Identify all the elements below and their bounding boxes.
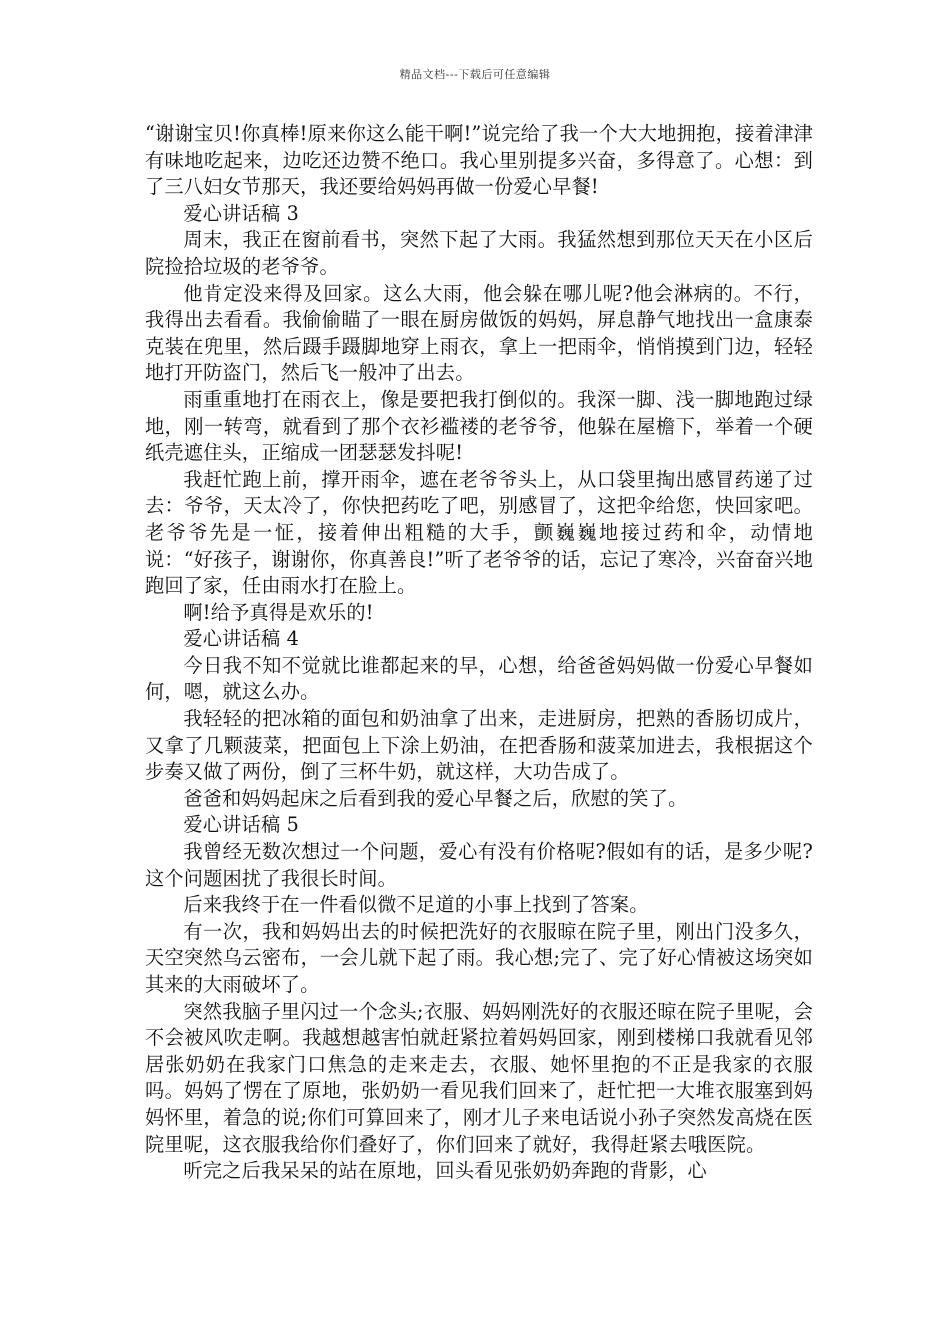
paragraph: 有一次，我和妈妈出去的时候把洗好的衣服晾在院子里，刚出门没多久，天空突然乌云密布，一会儿就下起了雨。我心想;完了、完了好心情被这场突如其来的大雨破坏了。 (145, 919, 813, 996)
paragraph: 爸爸和妈妈起床之后看到我的爱心早餐之后，欣慰的笑了。 (183, 786, 688, 810)
paragraph: 今日我不知不觉就比谁都起来的早，心想，给爸爸妈妈做一份爱心早餐如何，嗯，就这么办。 (145, 653, 813, 704)
paragraph: 突然我脑子里闪过一个念头;衣服、妈妈刚洗好的衣服还晾在院子里呢，会不会被风吹走啊。我越想越害怕就赶紧拉着妈妈回家，刚到楼梯口我就看见邻居张奶奶在我家门口焦急的走来走去，衣服、她怀里抱的不正是我家的衣服吗。妈妈了愣在了原地，张奶奶一看见我们回来了，赶忙把一大堆衣服塞到妈妈怀里，着急的说;你们可算回来了，刚才儿子来电话说小孙子突然发高烧在医院里呢，这衣服我给你们叠好了，你们回来了就好，我得赶紧去哦医院。 (145, 999, 813, 1156)
paragraph: 后来我终于在一件看似微不足道的小事上找到了答案。 (183, 893, 649, 917)
paragraph: 我轻轻的把冰箱的面包和奶油拿了出来，走进厨房，把熟的香肠切成片，又拿了几颗菠菜，把面包上下涂上奶油，在把香肠和菠菜加进去，我根据这个步奏又做了两份，倒了三杯牛奶，就这样，大功告成了。 (145, 707, 813, 784)
paragraph: 听完之后我呆呆的站在原地，回头看见张奶奶奔跑的背影，心 (183, 1159, 707, 1183)
paragraph: “谢谢宝贝!你真棒!原来你这么能干啊!”说完给了我一个大大地拥抱，接着津津有味地吃起来，边吃还边赞不绝口。我心里别提多兴奋，多得意了。心想：到了三八妇女节那天，我还要给妈妈再做一份爱心早餐! (145, 122, 813, 199)
paragraph: 他肯定没来得及回家。这么大雨，他会躲在哪儿呢?他会淋病的。不行，我得出去看看。我偷偷瞄了一眼在厨房做饭的妈妈，屏息静气地找出一盒康泰克装在兜里，然后蹑手蹑脚地穿上雨衣，拿上一把雨伞，悄悄摸到门边，轻轻地打开防盗门，然后飞一般冲了出去。 (145, 281, 813, 385)
paragraph: 我曾经无数次想过一个问题，爱心有没有价格呢?假如有的话，是多少呢?这个问题困扰了我很长时间。 (145, 840, 813, 890)
section-heading: 爱心讲话稿 4 (183, 627, 300, 651)
section-heading: 爱心讲话稿 3 (183, 201, 300, 225)
document-body (145, 121, 813, 1185)
paragraph: 我赶忙跑上前，撑开雨伞，遮在老爷爷头上，从口袋里掏出感冒药递了过去：爷爷，天太冷了，你快把药吃了吧，别感冒了，这把伞给您，快回家吧。老爷爷先是一怔，接着伸出粗糙的大手，颤巍巍地接过药和伞，动情地说：“好孩子，谢谢你，你真善良!”听了老爷爷的话，忘记了寒冷，兴奋奋兴地跑回了家，任由雨水打在脸上。 (145, 467, 813, 598)
page-header: 精品文档---下载后可任意编辑 (399, 68, 551, 81)
paragraph: 雨重重地打在雨衣上，像是要把我打倒似的。我深一脚、浅一脚地跑过绿地，刚一转弯，就看到了那个衣衫褴褛的老爷爷，他躲在屋檐下，举着一个硬纸壳遮住头，正缩成一团瑟瑟发抖呢! (145, 387, 813, 465)
paragraph: 啊!给予真得是欢乐的! (183, 600, 374, 624)
paragraph: 周末，我正在窗前看书，突然下起了大雨。我猛然想到那位天天在小区后院捡拾垃圾的老爷爷。 (145, 228, 813, 278)
section-heading: 爱心讲话稿 5 (183, 813, 300, 837)
